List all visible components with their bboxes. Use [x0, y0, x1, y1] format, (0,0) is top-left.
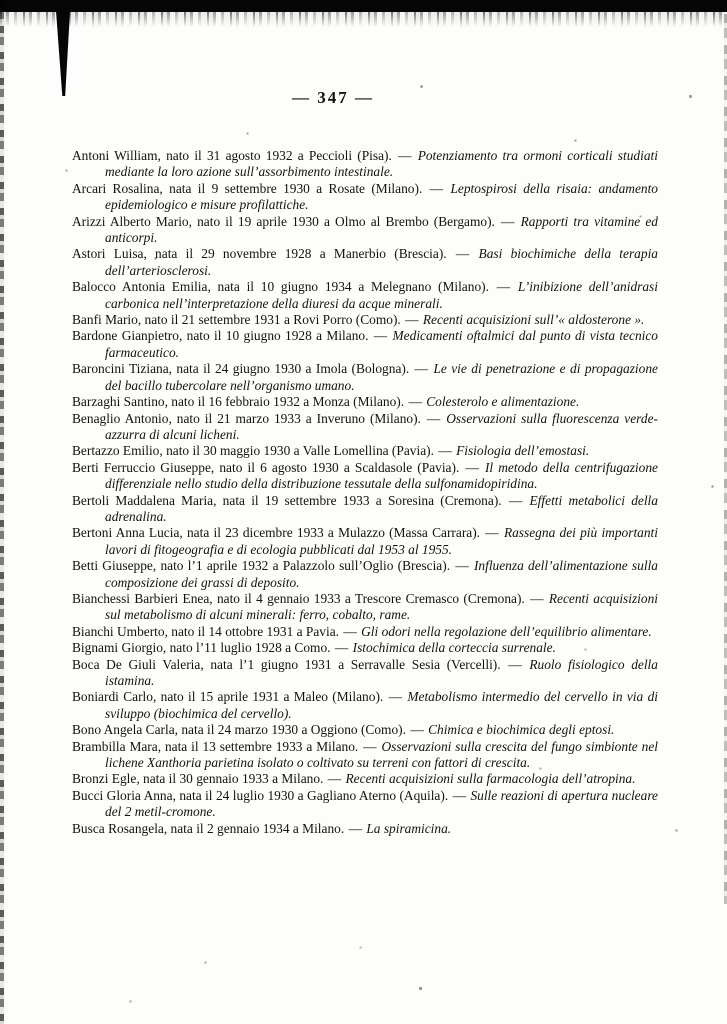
- directory-entry: [72, 788, 658, 821]
- entry-separator: —: [429, 180, 444, 196]
- entry-person: Benaglio Antonio, nato il 21 marzo 1933 a Inveruno (Milano).: [72, 410, 421, 426]
- entry-separator: —: [455, 558, 469, 574]
- directory-entry: [72, 312, 658, 328]
- entry-person: Bertoli Maddalena Maria, nata il 19 settembre 1933 a Soresina (Cremona).: [72, 492, 502, 508]
- entry-person: Bertazzo Emilio, nato il 30 maggio 1930 a Valle Lomellina (Pavia).: [72, 443, 434, 459]
- entry-thesis-title: L’inibizione dell’anidrasi carbonica nell’interpretazione della diuresi da acque minerali.: [105, 279, 658, 311]
- entry-thesis-title: Istochimica della corteccia surrenale.: [352, 640, 556, 656]
- directory-entry: [72, 657, 658, 690]
- entry-thesis-title: Fisiologia dell’emostasi.: [456, 443, 590, 459]
- entry-thesis-title: Basi biochimiche della terapia dell’arteriosclerosi.: [105, 246, 658, 278]
- page-number: — 347 —: [292, 88, 374, 107]
- entry-thesis-title: Recenti acquisizioni sul metabolismo di alcuni minerali: ferro, cobalto, rame.: [105, 590, 659, 623]
- entry-thesis-title: Rapporti tra vitamine ed anticorpi.: [105, 213, 659, 246]
- page-content: [72, 0, 658, 837]
- entry-person: Barzaghi Santino, nato il 16 febbraio 1932 a Monza (Milano).: [72, 394, 405, 410]
- entry-separator: —: [343, 623, 357, 639]
- directory-entry: [72, 460, 658, 493]
- entry-person: Balocco Antonia Emilia, nata il 10 giugno 1934 a Melegnano (Milano).: [72, 279, 489, 295]
- directory-entry: [72, 361, 658, 394]
- entry-thesis-title: Recenti acquisizioni sulla farmacologia dell’atropina.: [345, 771, 636, 787]
- directory-entry: [72, 394, 658, 410]
- entry-person: Astori Luisa, nata il 29 novembre 1928 a Manerbio (Brescia).: [72, 246, 447, 262]
- entry-separator: —: [496, 279, 511, 295]
- entry-person: Boniardi Carlo, nato il 15 aprile 1931 a Maleo (Milano).: [72, 689, 384, 705]
- entry-separator: —: [408, 394, 422, 410]
- entry-person: Bianchi Umberto, nato il 14 ottobre 1931 a Pavia.: [72, 623, 340, 639]
- entry-thesis-title: Potenziamento tra ormoni corticali studiati mediante la loro azione sull’assorbimento intestinale.: [105, 148, 658, 180]
- entry-thesis-title: Effetti metabolici della adrenalina.: [105, 492, 658, 524]
- entry-thesis-title: Rassegna dei più importanti lavori di fitogeografia e di ecologia pubblicati dal 1953 al 1955.: [105, 525, 658, 557]
- directory-entry: [72, 443, 658, 459]
- entry-thesis-title: Osservazioni sulla fluorescenza verde-azzurra di alcuni licheni.: [105, 410, 658, 442]
- entry-thesis-title: Leptospirosi della risaia: andamento epidemiologico e misure profilattiche.: [105, 180, 658, 213]
- directory-entry: [72, 722, 658, 738]
- entry-thesis-title: La spiramicina.: [366, 820, 452, 836]
- entry-person: Bianchessi Barbieri Enea, nato il 4 gennaio 1933 a Trescore Cremasco (Cremona).: [72, 590, 525, 606]
- directory-entry: [72, 525, 658, 558]
- entry-separator: —: [414, 361, 429, 377]
- entry-separator: —: [348, 820, 362, 836]
- entry-thesis-title: Influenza dell’alimentazione sulla composizione dei grassi di deposito.: [105, 558, 658, 590]
- entry-thesis-title: Le vie di penetrazione e di propagazione del bacillo tubercolare nell’organismo umano.: [105, 361, 658, 393]
- entry-separator: —: [363, 738, 377, 754]
- entry-thesis-title: Colesterolo e alimentazione.: [426, 394, 580, 410]
- entry-separator: —: [485, 525, 499, 541]
- entry-person: Berti Ferruccio Giuseppe, nato il 6 agosto 1930 a Scaldasole (Pavia).: [72, 459, 460, 475]
- entry-separator: —: [426, 410, 441, 426]
- entry-separator: —: [438, 443, 452, 459]
- directory-entry: [72, 739, 658, 772]
- directory-entry: [72, 689, 658, 722]
- entry-separator: —: [405, 312, 419, 328]
- entry-separator: —: [465, 459, 479, 475]
- entry-thesis-title: Recenti acquisizioni sull’« aldosterone ».: [422, 312, 645, 328]
- entry-person: Baroncini Tiziana, nata il 24 giugno 1930 a Imola (Bologna).: [72, 361, 410, 377]
- entry-person: Arcari Rosalina, nata il 9 settembre 1930 a Rosate (Milano).: [72, 180, 423, 196]
- directory-entry: [72, 640, 658, 656]
- entry-separator: —: [388, 689, 402, 705]
- directory-entry: [72, 591, 658, 624]
- entry-person: Bucci Gloria Anna, nata il 24 luglio 1930 a Gagliano Aterno (Aquila).: [72, 787, 449, 803]
- entries-list: [72, 148, 658, 837]
- page-header: [40, 88, 626, 108]
- entry-person: Bronzi Egle, nata il 30 gennaio 1933 a Milano.: [72, 771, 324, 787]
- entry-person: Brambilla Mara, nata il 13 settembre 1933 a Milano.: [72, 738, 359, 754]
- entry-thesis-title: Metabolismo intermedio del cervello in via di sviluppo (biochimica del cervello).: [105, 689, 658, 721]
- entry-thesis-title: Ruolo fisiologico della istamina.: [105, 656, 658, 688]
- entry-separator: —: [373, 328, 388, 344]
- entry-separator: —: [334, 640, 349, 656]
- entry-separator: —: [455, 246, 470, 262]
- entry-person: Bertoni Anna Lucia, nata il 23 dicembre 1933 a Mulazzo (Massa Carrara).: [72, 525, 481, 541]
- directory-entry: [72, 624, 658, 640]
- directory-entry: [72, 214, 658, 247]
- scan-noise-speckles: [0, 0, 1, 1]
- entry-thesis-title: Medicamenti oftalmici dal punto di vista tecnico farmaceutico.: [105, 328, 659, 360]
- entry-separator: —: [501, 213, 515, 229]
- entry-separator: —: [508, 656, 522, 672]
- entry-thesis-title: Gli odori nella regolazione dell’equilibrio alimentare.: [361, 623, 652, 639]
- directory-entry: [72, 181, 658, 214]
- entry-separator: —: [508, 492, 523, 508]
- entry-person: Bardone Gianpietro, nato il 10 giugno 1928 a Milano.: [72, 328, 369, 344]
- entry-thesis-title: Chimica e biochimica degli eptosi.: [428, 722, 615, 738]
- directory-entry: [72, 246, 658, 279]
- entry-separator: —: [452, 787, 466, 803]
- scan-artifact-left-edge: [0, 0, 4, 1024]
- entry-separator: —: [398, 148, 412, 163]
- directory-entry: [72, 148, 658, 181]
- entry-person: Boca De Giuli Valeria, nata l’1 giugno 1931 a Serravalle Sesia (Vercelli).: [72, 656, 501, 672]
- entry-person: Bono Angela Carla, nata il 24 marzo 1930 a Oggiono (Como).: [72, 722, 406, 738]
- entry-person: Banfi Mario, nato il 21 settembre 1931 a Rovi Porro (Como).: [72, 312, 401, 328]
- entry-person: Antoni William, nato il 31 agosto 1932 a Peccioli (Pisa).: [72, 148, 392, 163]
- directory-entry: [72, 411, 658, 444]
- directory-entry: [72, 279, 658, 312]
- entry-separator: —: [327, 771, 342, 787]
- entry-separator: —: [410, 722, 424, 738]
- entry-separator: —: [530, 590, 544, 606]
- entry-thesis-title: Sulle reazioni di apertura nucleare del 2 metil-cromone.: [105, 787, 658, 820]
- directory-entry: [72, 558, 658, 591]
- entry-thesis-title: Il metodo della centrifugazione differenziale nello studio della distribuzione tessutale della sulfonamidopiridina.: [105, 459, 658, 492]
- directory-entry: [72, 493, 658, 526]
- directory-entry: [72, 771, 658, 787]
- entry-thesis-title: Osservazioni sulla crescita del fungo simbionte nel lichene Xanthoria parietina isolato o coltivato su terreni con fattori di crescita.: [105, 738, 658, 771]
- entry-person: Betti Giuseppe, nato l’1 aprile 1932 a Palazzolo sull’Oglio (Brescia).: [72, 558, 451, 574]
- entry-person: Bignami Giorgio, nato l’11 luglio 1928 a Como.: [72, 640, 331, 656]
- entry-person: Busca Rosangela, nata il 2 gennaio 1934 a Milano.: [72, 820, 345, 836]
- entry-person: Arizzi Alberto Mario, nato il 19 aprile 1930 a Olmo al Brembo (Bergamo).: [72, 213, 495, 229]
- directory-entry: [72, 821, 658, 837]
- directory-entry: [72, 328, 658, 361]
